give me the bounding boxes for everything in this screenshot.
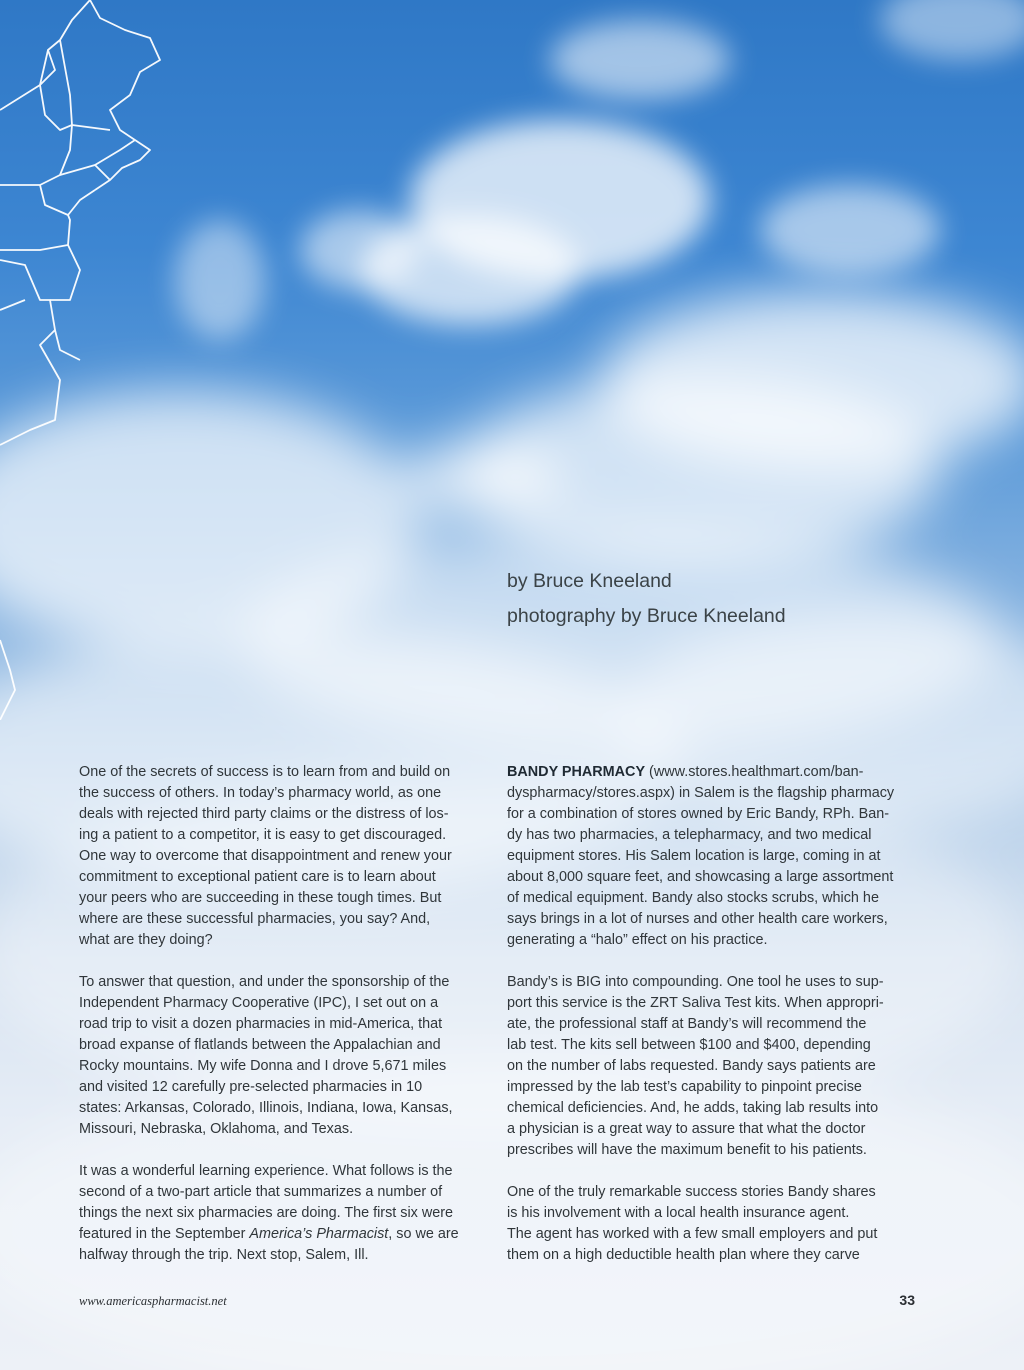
- text-line: of medical equipment. Bandy also stocks scrubs, which he: [507, 890, 879, 906]
- text-run: featured in the September: [79, 1226, 250, 1242]
- footer-website-url: www.americaspharmacist.net: [79, 1294, 227, 1308]
- text-line: says brings in a lot of nurses and other health care workers,: [507, 911, 888, 927]
- page-number: 33: [899, 1292, 915, 1308]
- text-line: lab test. The kits sell between $100 and $400, depending: [507, 1037, 871, 1053]
- paragraph-intro: [79, 762, 489, 951]
- text-line-with-italic: [79, 1224, 489, 1245]
- text-line: It was a wonderful learning experience. What follows is the: [79, 1163, 453, 1179]
- text-line: second of a two-part article that summarizes a number of: [79, 1184, 443, 1200]
- text-line: is his involvement with a local health insurance agent.: [507, 1205, 850, 1221]
- text-line: prescribes will have the maximum benefit to his patients.: [507, 1142, 867, 1158]
- text-line: One way to overcome that disappointment and renew your: [79, 848, 452, 864]
- paragraph-road-trip: [79, 972, 489, 1140]
- text-run: , so we are: [388, 1226, 459, 1242]
- text-line: ing a patient to a competitor, it is easy to get discouraged.: [79, 827, 447, 843]
- author-credit: by Bruce Kneeland: [507, 570, 672, 592]
- text-line: One of the truly remarkable success stories Bandy shares: [507, 1184, 876, 1200]
- text-line: for a combination of stores owned by Eric Bandy, RPh. Ban-: [507, 806, 890, 822]
- text-line: the success of others. In today’s pharmacy world, as one: [79, 785, 442, 801]
- text-line: The agent has worked with a few small employers and put: [507, 1226, 878, 1242]
- pharmacy-name: BANDY PHARMACY: [507, 764, 646, 780]
- paragraph-insurance-agent: [507, 1182, 917, 1266]
- paragraph-compounding: [507, 972, 917, 1161]
- publication-title: America’s Pharmacist: [249, 1226, 389, 1242]
- text-line: Rocky mountains. My wife Donna and I drove 5,671 miles: [79, 1058, 447, 1074]
- text-line: on the number of labs requested. Bandy says patients are: [507, 1058, 876, 1074]
- byline: [507, 564, 987, 634]
- text-line: halfway through the trip. Next stop, Salem, Ill.: [79, 1247, 369, 1263]
- text-line: One of the secrets of success is to learn from and build on: [79, 764, 451, 780]
- text-line: Independent Pharmacy Cooperative (IPC), I set out on a: [79, 995, 439, 1011]
- text-line: deals with rejected third party claims or the distress of los-: [79, 806, 449, 822]
- text-line: road trip to visit a dozen pharmacies in mid-America, that: [79, 1016, 443, 1032]
- text-line: port this service is the ZRT Saliva Test kits. When appropri-: [507, 995, 884, 1011]
- text-line: things the next six pharmacies are doing. The first six were: [79, 1205, 454, 1221]
- us-map-outline-illustration: [0, 0, 400, 720]
- text-line: impressed by the lab test’s capability to pinpoint precise: [507, 1079, 862, 1095]
- text-line: them on a high deductible health plan where they carve: [507, 1247, 860, 1263]
- text-line: a physician is a great way to assure that what the doctor: [507, 1121, 866, 1137]
- text-line: chemical deficiencies. And, he adds, taking lab results into: [507, 1100, 879, 1116]
- text-run: (www.stores.healthmart.com/ban-: [645, 764, 864, 780]
- lead-line: [507, 762, 917, 783]
- text-line: equipment stores. His Salem location is large, coming in at: [507, 848, 881, 864]
- text-line: about 8,000 square feet, and showcasing a large assortment: [507, 869, 894, 885]
- text-line: dyspharmacy/stores.aspx) in Salem is the flagship pharmacy: [507, 785, 895, 801]
- paragraph-bandy-pharmacy: [507, 762, 917, 951]
- text-line: Bandy’s is BIG into compounding. One tool he uses to sup-: [507, 974, 884, 990]
- text-line: dy has two pharmacies, a telepharmacy, and two medical: [507, 827, 872, 843]
- text-line: what are they doing?: [79, 932, 213, 948]
- photography-credit: photography by Bruce Kneeland: [507, 605, 786, 627]
- text-line: broad expanse of flatlands between the Appalachian and: [79, 1037, 441, 1053]
- text-line: states: Arkansas, Colorado, Illinois, Indiana, Iowa, Kansas,: [79, 1100, 453, 1116]
- text-line: generating a “halo” effect on his practice.: [507, 932, 768, 948]
- paragraph-learning-experience: [79, 1161, 489, 1266]
- text-line: and visited 12 carefully pre-selected pharmacies in 10: [79, 1079, 423, 1095]
- text-line: To answer that question, and under the sponsorship of the: [79, 974, 450, 990]
- text-line: your peers who are succeeding in these tough times. But: [79, 890, 442, 906]
- article-right-column: [507, 762, 917, 1266]
- text-line: commitment to exceptional patient care is to learn about: [79, 869, 436, 885]
- text-line: Missouri, Nebraska, Oklahoma, and Texas.: [79, 1121, 354, 1137]
- text-line: where are these successful pharmacies, you say? And,: [79, 911, 431, 927]
- text-line: ate, the professional staff at Bandy’s will recommend the: [507, 1016, 867, 1032]
- article-left-column: [79, 762, 489, 1266]
